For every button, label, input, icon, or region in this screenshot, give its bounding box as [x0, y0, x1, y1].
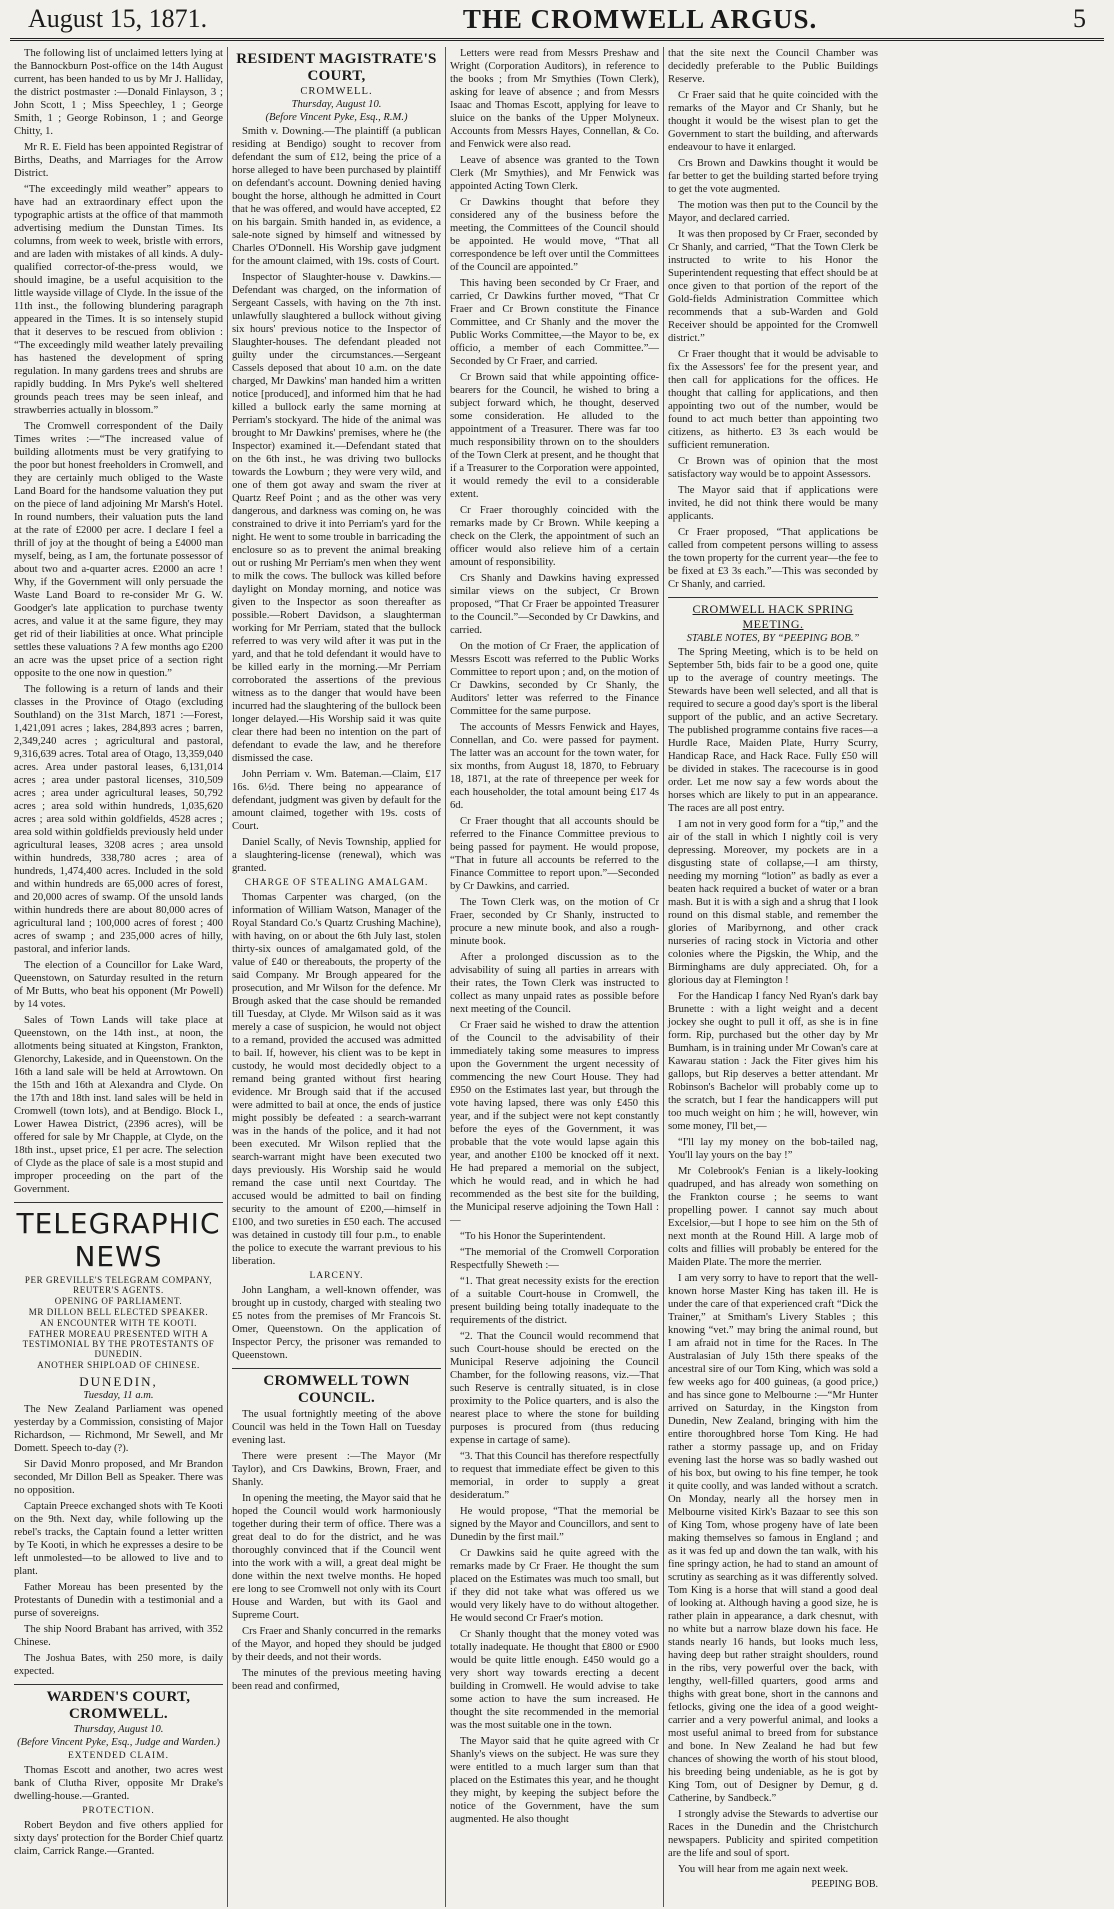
headline: AN ENCOUNTER WITH TE KOOTI.	[39, 1318, 198, 1328]
paragraph: Smith v. Downing.—The plaintiff (a publican residing at Bendigo) sought to recover from defendant the sum of £12, being the price of a horse alleged to have been purchased by plaintiff on defendant's account. Downing denied having bought the horse, although he admitted in Court that he was offered, and would have accepted, £2 on his bargain. Smith handed in, as evidence, a sale-note signed by himself and witnessed by Charles O'Donnell. His Worship gave judgment for the amount claimed, with 19s. costs of Court.	[232, 126, 441, 267]
columns	[10, 47, 1104, 1907]
paragraph: Thomas Carpenter was charged, (on the information of William Watson, Manager of the Royal Standard Co.'s Quartz Crushing Machine), with having, on or about the 6th July last, stolen thirty-six ounces of amalgamated gold, of the value of £40 or thereabouts, the property of the said Company. Mr Brough appeared for the prosecution, and Mr Wilson for the defence. Mr Brough asked that the case should be remanded till Tuesday, at Clyde. Mr Wilson said as it was merely a case of suspicion, he would not object to a remand, provided the accused was admitted to bail. If, however, his client was to be kept in custody, he would most decidedly object to a remand being granted without first hearing evidence. Mr Brough said that if the accused were admitted to bail at once, the ends of justice might possibly be defeated : a search-warrant was in the hands of the police, and it had not been executed. Mr Wilson replied that the search-warrant might have been executed two days previously. His Worship said he would remand the case until next Courtday. The accused would be admitted to bail on finding security to the amount of £200,—himself in £100, and two sureties in £50 each. The accused was detained in custody till four p.m., to enable the police to execute the warrant previous to his liberation.	[232, 892, 441, 1267]
paragraph: Thomas Escott and another, two acres west bank of Clutha River, opposite Mr Drake's dwelling-house.—Granted.	[14, 1765, 223, 1802]
paragraph: Captain Preece exchanged shots with Te Kooti on the 9th. Next day, while following up the rebel's tracks, the Captain found a letter written by Te Kooti, in which he expresses a desire to be left unmolested—to be allowed to live and to plant.	[14, 1501, 223, 1577]
paragraph: In opening the meeting, the Mayor said that he hoped the Council would work harmoniously together during their term of office. There was a great deal to do for the district, and he was thoroughly convinced that if the Council went into the work with a will, a great deal might be done within the next twelve months. He hoped ere long to see Cromwell not only with its Court House and Warden, but with its Gaol and Supreme Court.	[232, 1493, 441, 1621]
paragraph: Cr Dawkins said he quite agreed with the remarks made by Cr Fraer. He thought the sum placed on the Estimates was much too small, but if they did not take what was offered us we would very likely have to do without altogether. He would second Cr Fraer's motion.	[450, 1548, 659, 1624]
paragraph: The following list of unclaimed letters lying at the Bannockburn Post-office on the 14th August current, has been handed to us by Mr J. Halliday, the district postmaster :—Donald Finlayson, 3 ; John Scott, 1 ; Miss Speechley, 1 ; George Smith, 1 ; George Robinson, 1 ; and George Chitty, 1.	[14, 48, 223, 137]
paragraph: “To his Honor the Superintendent.	[460, 1231, 606, 1242]
paragraph: The motion was then put to the Council by the Mayor, and declared carried.	[668, 200, 878, 224]
paragraph: Mr R. E. Field has been appointed Registrar of Births, Deaths, and Marriages for the Arrow District.	[14, 142, 223, 179]
paragraph: I am very sorry to have to report that the well-known horse Master King has taken ill. He is under the care of that experienced craft “Dick the Trainer,” at Smitham's Livery Stables ; this knowing “vet.” may bring the animal round, but I am afraid not in time for the Races. In The Australasian of July 15th there speaks of the ancestral sire of our Tom King, which was sold a few weeks ago for 400 guineas, (a good price,) and has since gone to Melbourne :—“Mr Hunter arrived on Saturday, in the Kingston from Dunedin, New Zealand, bringing with him the entire thoroughbred horse Tom King. He had rather a stormy passage up, and on Friday evening last the horse was so badly washed out of his box, but owing to his fine temper, he took it quite coolly, and was landed without a scratch. On Monday, nearly all the horsey men in Melbourne visited Kirk's Bazaar to see this son of King Tom, whose progeny have of late been making themselves so famous in England ; and as it was fed up and down the tan walk, with his fine springy action, he had to stand an amount of scrutiny as searching as it was differently solved. Tom King is a horse that will stand a good deal of looking at. Although having a good size, he is rather plain in appearance, a dark chesnut, with no white but a narrow blaze down his face. He stands nearly 16 hands, but looks much less, having deep but rather straight shoulders, round in the ribs, very powerful over the back, with lengthy, well-filled quarters, good arms and thighs with great bone, short in the cannons and fetlocks, giving one the idea of a good weight-carrier and a very powerful animal, and looks a most useful animal to breed from for substance and bone. In New Zealand he had but few chances of showing the worth of his stout blood, his breeding being undeniable, as he is got by King Tom, out of Designer by Demur, g d. Catherine, by Sandbeck.”	[668, 1273, 878, 1804]
paragraph: Cr Brown was of opinion that the most satisfactory way would be to appoint Assessors.	[668, 456, 878, 480]
paragraph: that the site next the Council Chamber was decidedly preferable to the Public Buildings Reserve.	[668, 48, 878, 85]
divider	[232, 1368, 441, 1369]
paragraph: Crs Fraer and Shanly concurred in the remarks of the Mayor, and hoped they should be judged by their deeds, and not their words.	[232, 1626, 441, 1663]
paragraph: It was then proposed by Cr Fraer, seconded by Cr Shanly, and carried, “That the Town Clerk be instructed to write to his Honor the Superintendent requesting that effect should be at once given to that portion of the report of the Gold-fields Administration Committee which recommends that a sub-Warden and Gold Receiver should be appointed for the Cromwell district.”	[668, 229, 878, 344]
paragraph: “I'll lay my money on the bob-tailed nag, You'll lay yours on the bay !”	[668, 1137, 878, 1161]
paragraph: “The exceedingly mild weather” appears to have had an extraordinary effect upon the typographic artists at the office of that mammoth advertising medium the Dunstan Times. Its columns, from week to week, bristle with errors, and are laden with mistakes of all kinds. A duly-qualified corrector-of-the-press would, we should imagine, be a useful acquisition to the little wayside village of Clyde. In the issue of the 11th inst., the following blundering paragraph appeared in the Times. It is so intensely stupid that it deserves to be rescued from oblivion : “The exceedingly mild weather lately prevailing has hastened the development of spring regulation. In many gardens trees and shrubs are rapidly budding. In Mrs Pyke's well sheltered grounds peach trees may be seen inleaf, and strawberries actually in blossom.”	[14, 184, 223, 416]
newspaper-title: THE CROMWELL ARGUS.	[462, 3, 818, 34]
magistrates-court-heading: RESIDENT MAGISTRATE'S COURT,	[236, 51, 437, 84]
signature: PEEPING BOB.	[811, 1879, 878, 1890]
hack-meeting-heading: CROMWELL HACK SPRING MEETING.	[692, 602, 854, 631]
paragraph: The Mayor said that he quite agreed with Cr Shanly's views on the subject. He was sure they were entitled to a much larger sum than that placed on the Estimates this year, and he thought they might, by keeping the subject before the notice of the Government, have the sum augmented. He also thought	[450, 1736, 659, 1825]
paragraph: The accounts of Messrs Fenwick and Hayes, Connellan, and Co. were passed for payment. The latter was an account for the town water, for six months, from August 18, 1870, to February 18, 1871, at the rate of threepence per week for each householder, the total amount being £17 4s 6d.	[450, 722, 659, 811]
subheading: PROTECTION.	[82, 1806, 155, 1816]
subheading: LARCENY.	[309, 1271, 364, 1281]
court-bench: (Before Vincent Pyke, Esq., Judge and Warden.)	[17, 1737, 220, 1748]
issue-date: August 15, 1871.	[28, 4, 208, 33]
paragraph: Sir David Monro proposed, and Mr Brandon seconded, Mr Dillon Bell as Speaker. There was no opposition.	[14, 1459, 223, 1496]
subheading: CHARGE OF STEALING AMALGAM.	[244, 878, 429, 888]
headline: FATHER MOREAU PRESENTED WITH A TESTIMONIAL BY THE PROTESTANTS OF DUNEDIN.	[22, 1329, 215, 1359]
court-place: CROMWELL.	[300, 86, 373, 97]
paragraph: Cr Fraer thought that all accounts should be referred to the Finance Committee previous to being passed for payment. He would propose, “That in future all accounts be referred to the Finance Committee to report upon.”—Seconded by Cr Dawkins, and carried.	[450, 816, 659, 892]
paragraph: Crs Brown and Dawkins thought it would be far better to get the building started before trying to get the vote augmented.	[668, 158, 878, 195]
headline: MR DILLON BELL ELECTED SPEAKER.	[28, 1307, 209, 1317]
headline: OPENING OF PARLIAMENT.	[54, 1296, 183, 1306]
paragraph: You will hear from me again next week.	[678, 1864, 849, 1875]
paragraph: Father Moreau has been presented by the Protestants of Dunedin with a testimonial and a purse of sovereigns.	[14, 1582, 223, 1619]
paragraph: Robert Beydon and five others applied for sixty days' protection for the Border Chief quartz claim, Carrick Range.—Granted.	[14, 1820, 223, 1857]
paragraph: The Joshua Bates, with 250 more, is daily expected.	[14, 1653, 223, 1677]
dateline-time: Tuesday, 11 a.m.	[83, 1390, 154, 1401]
paragraph: There were present :—The Mayor (Mr Taylor), and Crs Dawkins, Brown, Fraer, and Shanly.	[232, 1451, 441, 1488]
court-bench: (Before Vincent Pyke, Esq., R.M.)	[265, 112, 408, 123]
paragraph: Cr Brown said that while appointing office-bearers for the Council, he wished to bring a subject forward which, he thought, deserved some consideration. He alluded to the appointment of a Treasurer. There was far too much responsibility thrown on to the shoulders of the Town Clerk at present, and he thought that if a Treasurer to the Corporation were appointed, it would remedy the evil to a considerable extent.	[450, 372, 659, 500]
wardens-court-heading: WARDEN'S COURT, CROMWELL.	[46, 1689, 191, 1722]
paragraph: John Langham, a well-known offender, was brought up in custody, charged with stealing two £5 notes from the premises of Mr Francois St. Omer, Queenstown. On the application of Inspector Percy, the prisoner was remanded to Queenstown.	[232, 1285, 441, 1361]
divider	[14, 1684, 223, 1685]
paragraph: The minutes of the previous meeting having been read and confirmed,	[232, 1668, 441, 1692]
column-4	[664, 47, 882, 1907]
paragraph: Daniel Scally, of Nevis Township, applied for a slaughtering-license (renewal), which was granted.	[232, 837, 441, 874]
paragraph: Cr Fraer thought that it would be advisable to fix the Assessors' fee for the present year, and then call for applications for the offices. He thought that calling for applications, and then appointing two out of the number, would be found to act much better than appointing two citizens, as hitherto. £3 3s each would be sufficient remuneration.	[668, 349, 878, 451]
paragraph: He would propose, “That the memorial be signed by the Mayor and Councillors, and sent to Dunedin by the first mail.”	[450, 1506, 659, 1543]
column-1	[10, 47, 228, 1907]
town-council-heading: CROMWELL TOWN COUNCIL.	[263, 1373, 410, 1406]
paragraph: After a prolonged discussion as to the advisability of suing all parties in arrears with their rates, the Town Clerk was instructed to collect as many unpaid rates as possible before next meeting of the Council.	[450, 952, 659, 1015]
court-date: Thursday, August 10.	[73, 1724, 164, 1735]
paragraph: Sales of Town Lands will take place at Queenstown, on the 14th inst., at noon, the allotments being situated at Kingston, Frankton, Glenorchy, Lakeside, and in Queenstown. On the 16th a land sale will be held at Arrowtown. On the 15th and 16th at Alexandra and Clyde. On the 17th and 18th inst. land sales will be held in Cromwell (town lots), and at Bendigo. Block I., Lower Hawea District, (2396 acres), will be offered for sale by Mr Chapple, at Clyde, on the 18th inst., upset price, £1 per acre. The selection of Clyde as the place of sale is a most stupid and improper proceeding on the part of the Government.	[14, 1015, 223, 1195]
paragraph: “2. That the Council would recommend that such Court-house should be erected on the Municipal Reserve adjoining the Council Chamber, for the following reasons, viz.—That such Reserve is centrally situated, is in close proximity to the Police quarters, and is also the nearest place to where the stone for building purposes is procured from (thus reducing expense in cartage of same).	[450, 1331, 659, 1446]
paragraph: Crs Shanly and Dawkins having expressed similar views on the subject, Cr Brown proposed, “That Cr Fraer be appointed Treasurer to the Council.”—Seconded by Cr Dawkins, and carried.	[450, 573, 659, 636]
paragraph: Mr Colebrook's Fenian is a likely-looking quadruped, and has already won something on the Frankton course ; he seems to want propelling power. I cannot say much about Excelsior,—but I hope to see him on the 5th of next month at the Round Hill. A large mob of colts and fillies will probably be entered for the Maiden Plate. The more the merrier.	[668, 1166, 878, 1268]
paragraph: For the Handicap I fancy Ned Ryan's dark bay Brunette : with a light weight and a decent jockey she ought to pull it off, as she is in fine form. Rip, purchased but the other day by Mr Bumham, is in training under Mr Cowan's care at Kawarau station : Jack the Fiter gives him his gallops, but Rip deserves a better attendant. Mr Robinson's Bachelor will probably come up to the scratch, but I fear the handicappers will put too much weight on him ; he will, however, win some money, I'll bet,—	[668, 991, 878, 1132]
column-3	[446, 47, 664, 1907]
court-date: Thursday, August 10.	[291, 99, 382, 110]
divider	[668, 597, 878, 598]
paragraph: Letters were read from Messrs Preshaw and Wright (Corporation Auditors), in reference to the books ; from Mr Smythies (Town Clerk), asking for leave of absence ; and from Messrs Isaac and Thomas Escott, applying for leave to sluice on the banks of the Upper Molyneux. Accounts from Messrs Hayes, Connellan, & Co. and Fenwick were also read.	[450, 48, 659, 150]
paragraph: “1. That great necessity exists for the erection of a suitable Court-house in Cromwell, the present building being totally inadequate to the requirements of the district.	[450, 1276, 659, 1326]
paragraph: “3. That this Council has therefore respectfully to request that immediate effect be given to this memorial, in order to supply a great desideratum.”	[450, 1451, 659, 1501]
paragraph: Cr Fraer said that he quite coincided with the remarks of the Mayor and Cr Shanly, but he thought it would be the wisest plan to get the Government to start the building, and afterwards endeavour to have it enlarged.	[668, 90, 878, 153]
paragraph: The usual fortnightly meeting of the above Council was held in the Town Hall on Tuesday evening last.	[232, 1409, 441, 1446]
paragraph: Leave of absence was granted to the Town Clerk (Mr Smythies), and Mr Fenwick was appointed Acting Town Clerk.	[450, 155, 659, 192]
paragraph: The following is a return of lands and their classes in the Province of Otago (excluding Southland) on the 31st March, 1871 :—Forest, 1,421,091 acres ; lakes, 284,893 acres ; barren, 2,349,240 acres ; agricultural and pastoral, 9,316,639 acres. Total area of Otago, 13,359,040 acres. Area under pastoral leases, 6,131,014 acres ; area under pastoral licenses, 310,509 acres ; area under agricultural leases, 50,792 acres ; area sold within hundreds, 1,035,620 acres ; area sold within goldfields, 4528 acres ; area sold within goldfields previously held under agricultural leases, 3208 acres ; area unsold within hundreds, 338,780 acres ; area of hundreds, 1,474,400 acres. Included in the sold and within hundreds are 65,000 acres of forest, and 20,000 acres of swamp. Of the unsold lands within hundreds there are about 80,000 acres of agricultural land ; 100,000 acres of forest ; 400 acres of swamp ; and 235,000 acres of hilly, pastoral, and inferior lands.	[14, 684, 223, 955]
paragraph: The Spring Meeting, which is to be held on September 5th, bids fair to be a good one, quite up to the average of country meetings. The Stewards have been well selected, and all that is required to secure a good day's sport is the liberal support of the public, and an active Secretary. The published programme contains five races—a Hurdle Race, Maiden Plate, Hurry Scurry, Handicap Race, and Hack Race. Fully £50 will be divided in stakes. The racecourse is in good order. Let me now say a few words about the horses which are likely to put in an appearance. The races are all post entry.	[668, 647, 878, 814]
telegram-source: PER GREVILLE'S TELEGRAM COMPANY, REUTER'S AGENTS.	[24, 1275, 213, 1295]
paragraph: The ship Noord Brabant has arrived, with 352 Chinese.	[14, 1624, 223, 1648]
page-number: 5	[1073, 4, 1086, 33]
paragraph: I strongly advise the Stewards to advertise our Races in the Dunedin and the Christchurch newspapers. Publicity and spirited competition are the life and soul of sport.	[668, 1809, 878, 1859]
paragraph: The Cromwell correspondent of the Daily Times writes :—“The increased value of building allotments must be very gratifying to the poor but honest freeholders in Cromwell, and they are certainly much obliged to the Waste Land Board for the handsome valuation they put on the piece of land adjoining Mr Marsh's Hotel. In round numbers, their valuation puts the land at the rate of £2000 per acre. I declare I feel a thrill of joy at the thought of being a £4000 man myself, being, as I am, the fortunate possessor of about two and a-quarter acres. £2000 an acre ! Why, if the Government will only persuade the Waste Land Board to re-consider Mr G. W. Goodger's late application to purchase twenty acres, and value it at the same figure, they may get rid of their liabilities at once. What principle settles these valuations ? A few months ago £200 an acre was the upset price of a section right opposite to the one now in question.”	[14, 421, 223, 679]
stable-notes-byline: STABLE NOTES, BY “PEEPING BOB.”	[686, 633, 860, 644]
paragraph: “The memorial of the Cromwell Corporation Respectfully Sheweth :—	[450, 1247, 659, 1271]
paragraph: This having been seconded by Cr Fraer, and carried, Cr Dawkins further moved, “That Cr Fraer and Cr Brown constitute the Finance Committee, and Cr Shanly and the mover the Public Works Committee,—the Mayor to be, ex officio, a member of each Committee.”—Seconded by Cr Fraer, and carried.	[450, 278, 659, 367]
paragraph: The New Zealand Parliament was opened yesterday by a Commission, consisting of Major Richardson, — Richmond, Mr Sewell, and Mr Domett. Speech to-day (?).	[14, 1404, 223, 1454]
paragraph: John Perriam v. Wm. Bateman.—Claim, £17 16s. 6½d. There being no appearance of defendant, judgment was given by default for the amount claimed, together with 19s. costs of Court.	[232, 769, 441, 832]
masthead	[10, 0, 1104, 41]
paragraph: I am not in very good form for a “tip,” and the air of the stall in which I nightly coil is very depressing. Moreover, my pockets are in a disgusting state of collapse,—I am thirsty, needing my morning “lotion” as badly as ever a beaten hack required a bucket of water or a bran mash. But it is with a sigh and a shrug that I look round on this dismal stable, and remember the glories of Maribyrnong, and other crack nurseries of racing stock in Victoria and other colonies where the Pigskin, the Whip, and the Birminghams are duly appreciated. Oh, for a glorious day at Flemington !	[668, 819, 878, 986]
paragraph: Inspector of Slaughter-house v. Dawkins.—Defendant was charged, on the information of Sergeant Cassels, with having on the 7th inst. unlawfully slaughtered a bullock without giving six hours' previous notice to the Inspector of Slaughter-houses. The defendant pleaded not guilty under the circumstances.—Sergeant Cassels deposed that about 10 a.m. on the date charged, Mr Dawkins' man handed him a written notice [produced], and informed him that he had killed a bullock early the same morning at Perriam's stockyard. The hide of the animal was brought to Mr Dawkins' premises, where he (the Inspector) examined it.—Defendant stated that on the 6th inst., he was driving two bullocks towards the Lowburn ; they were very wild, and one of them got away and swam the river at Quartz Reef Point ; and as the other was very dangerous, and darkness was coming on, he was constrained to drive it into Perriam's yard for the night. He went to some trouble in barricading the enclosure so as to prevent the animal breaking out or rushing Mr Perriam's men when they went to milk the cows. The bullock was killed before daylight on Monday morning, and notice was given to the Inspector as soon thereafter as possible.—Robert Davidson, a slaughterman working for Mr Perriam, stated that the bullock referred to was very wild after it was put in the yard, and that he told defendant it would have to be killed early in the morning.—Mr Perriam corroborated the assertions of the previous witness as to the danger that would have been incurred had the slaughtering of the bullock been longer delayed.—His Worship said it was quite clear there had been no intention on the part of defendant to evade the law, and he therefore dismissed the case.	[232, 272, 441, 764]
paragraph: Cr Fraer said he wished to draw the attention of the Council to the advisability of their immediately taking some measures to impress upon the Government the urgent necessity of commencing the new Court House. They had £950 on the Estimates last year, but through the vote having lapsed, there was only £450 this year, and if the subject were not kept constantly before the eyes of the Government, it was probable that the vote would lapse again this year, and another £100 be knocked off it next. He had prepared a memorial on the subject, which he would read, and in which he had recommended as the best site for the building, the Municipal reserve adjoining the Town Hall :—	[450, 1020, 659, 1226]
paragraph: Cr Shanly thought that the money voted was totally inadequate. He thought that £800 or £900 would be quite little enough. £450 would go a very short way towards erecting a decent building in Cromwell. He would advise to take some action to have the sum increased. He thought the site recommended in the memorial was the most suitable one in the town.	[450, 1629, 659, 1731]
headline: ANOTHER SHIPLOAD OF CHINESE.	[37, 1360, 200, 1370]
column-2	[228, 47, 446, 1907]
paragraph: The Mayor said that if applications were invited, he did not think there would be many applicants.	[668, 485, 878, 522]
telegraphic-news-heading: TELEGRAPHIC NEWS	[16, 1207, 221, 1273]
divider	[14, 1202, 223, 1203]
paragraph: Cr Fraer thoroughly coincided with the remarks made by Cr Brown. While keeping a check on the Clerk, the appointment of such an officer would also relieve him of a certain amount of responsibility.	[450, 505, 659, 568]
paragraph: Cr Fraer proposed, “That applications be called from competent persons willing to assess the town property for the current year—the fee to be fixed at £3 3s each.”—This was seconded by Cr Shanly, and carried.	[668, 527, 878, 590]
subheading: EXTENDED CLAIM.	[67, 1751, 169, 1761]
dateline-city: DUNEDIN,	[79, 1374, 158, 1389]
paragraph: On the motion of Cr Fraer, the application of Messrs Escott was referred to the Public Works Committee to report upon ; and, on the motion of Cr Dawkins, seconded by Cr Shanly, the Auditors' letter was referred to the Finance Committee for the same purpose.	[450, 641, 659, 717]
paragraph: The Town Clerk was, on the motion of Cr Fraer, seconded by Cr Shanly, instructed to procure a new minute book, and also a rough-minute book.	[450, 897, 659, 947]
paragraph: The election of a Councillor for Lake Ward, Queenstown, on Saturday resulted in the return of Mr Butts, who beat his opponent (Mr Powell) by 14 votes.	[14, 960, 223, 1010]
paragraph: Cr Dawkins thought that before they considered any of the business before the meeting, the Committees of the Council should be appointed. He would move, “That all correspondence be left over until the Committees of the Council are appointed.”	[450, 197, 659, 273]
